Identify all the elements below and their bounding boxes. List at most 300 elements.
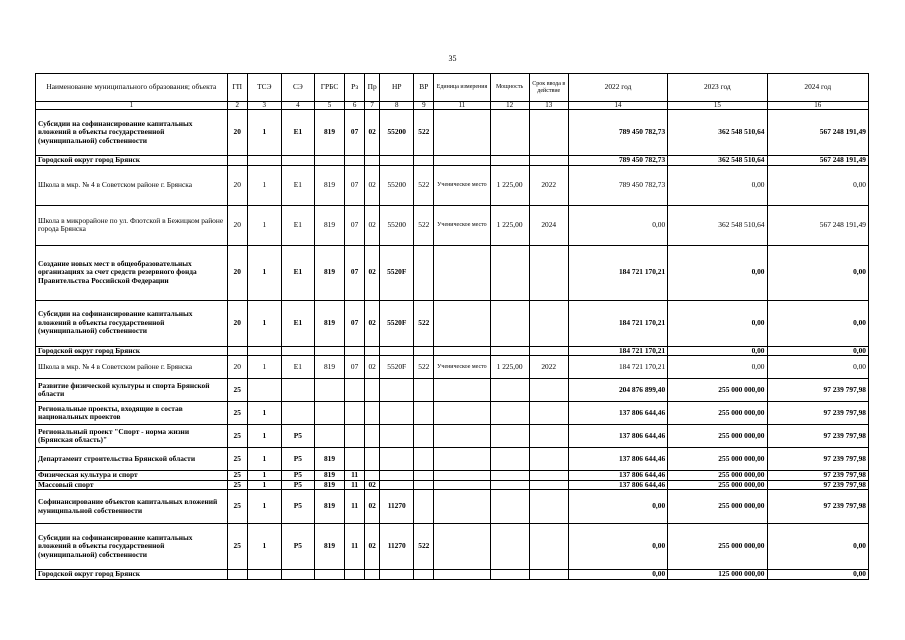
cell-se: E1	[281, 245, 314, 300]
cell-commissioning-year	[529, 490, 568, 524]
cell-amount-2023: 0,00	[668, 245, 767, 300]
cell-gp: 25	[227, 448, 247, 471]
cell-rz: 07	[345, 165, 365, 205]
table-row	[36, 205, 869, 245]
column-number: 1	[36, 102, 228, 110]
cell-tse	[247, 346, 281, 356]
cell-amount-2022: 184 721 170,21	[568, 346, 667, 356]
cell-capacity	[490, 425, 529, 448]
cell-object-name: Создание новых мест в общеобразовательных организациях за счет средств резервного фонда Правительства Российской Федерации	[36, 245, 228, 300]
column-number: 12	[490, 102, 529, 110]
cell-object-name: Физическая культура и спорт	[36, 471, 228, 481]
cell-amount-2024: 97 239 797,98	[767, 402, 869, 425]
cell-gp: 20	[227, 165, 247, 205]
cell-capacity	[490, 570, 529, 580]
cell-commissioning-year	[529, 448, 568, 471]
cell-amount-2023: 0,00	[668, 300, 767, 346]
cell-pr: 02	[365, 356, 380, 379]
column-number: 13	[529, 102, 568, 110]
cell-amount-2024: 0,00	[767, 245, 869, 300]
column-number: 4	[281, 102, 314, 110]
cell-object-name: Городской округ город Брянск	[36, 570, 228, 580]
cell-unit	[434, 110, 490, 156]
cell-se: E1	[281, 165, 314, 205]
cell-se	[281, 156, 314, 166]
column-number: 9	[414, 102, 434, 110]
cell-amount-2022: 0,00	[568, 524, 667, 570]
cell-grbs: 819	[314, 110, 344, 156]
cell-rz: 07	[345, 110, 365, 156]
cell-amount-2022: 204 876 899,40	[568, 379, 667, 402]
cell-unit	[434, 471, 490, 481]
cell-nr	[380, 448, 414, 471]
cell-amount-2024: 97 239 797,98	[767, 448, 869, 471]
table-row	[36, 156, 869, 166]
cell-amount-2023: 362 548 510,64	[668, 156, 767, 166]
cell-commissioning-year	[529, 379, 568, 402]
cell-tse: 1	[247, 448, 281, 471]
cell-commissioning-year	[529, 300, 568, 346]
cell-rz	[345, 346, 365, 356]
cell-gp: 20	[227, 245, 247, 300]
cell-vr	[414, 490, 434, 524]
cell-capacity	[490, 524, 529, 570]
cell-unit	[434, 402, 490, 425]
cell-amount-2023: 0,00	[668, 346, 767, 356]
cell-tse	[247, 379, 281, 402]
column-number: 6	[345, 102, 365, 110]
cell-gp: 25	[227, 402, 247, 425]
cell-object-name: Городской округ город Брянск	[36, 346, 228, 356]
cell-grbs: 819	[314, 490, 344, 524]
cell-amount-2024: 97 239 797,98	[767, 425, 869, 448]
cell-amount-2024: 97 239 797,98	[767, 471, 869, 481]
cell-commissioning-year: 2024	[529, 205, 568, 245]
header-commissioning: Срок ввода в действие	[529, 74, 568, 102]
cell-pr	[365, 570, 380, 580]
cell-pr	[365, 156, 380, 166]
cell-amount-2022: 0,00	[568, 205, 667, 245]
cell-nr	[380, 480, 414, 490]
header-row	[36, 74, 869, 102]
cell-vr: 522	[414, 300, 434, 346]
cell-object-name: Региональные проекты, входящие в состав национальных проектов	[36, 402, 228, 425]
cell-capacity	[490, 110, 529, 156]
cell-capacity	[490, 471, 529, 481]
cell-tse: 1	[247, 425, 281, 448]
cell-capacity	[490, 480, 529, 490]
table-row	[36, 356, 869, 379]
cell-grbs: 819	[314, 165, 344, 205]
cell-rz	[345, 379, 365, 402]
cell-nr: 5520F	[380, 245, 414, 300]
cell-unit	[434, 570, 490, 580]
cell-commissioning-year	[529, 156, 568, 166]
cell-amount-2023: 255 000 000,00	[668, 480, 767, 490]
cell-amount-2023: 125 000 000,00	[668, 570, 767, 580]
table-row	[36, 480, 869, 490]
cell-se: P5	[281, 425, 314, 448]
cell-rz	[345, 448, 365, 471]
cell-pr	[365, 448, 380, 471]
cell-unit	[434, 346, 490, 356]
cell-nr: 11270	[380, 490, 414, 524]
cell-se: P5	[281, 448, 314, 471]
cell-gp: 25	[227, 379, 247, 402]
cell-amount-2023: 255 000 000,00	[668, 425, 767, 448]
column-number: 14	[568, 102, 667, 110]
cell-nr	[380, 425, 414, 448]
cell-vr	[414, 346, 434, 356]
cell-pr: 02	[365, 165, 380, 205]
cell-pr	[365, 379, 380, 402]
cell-amount-2024: 567 248 191,49	[767, 205, 869, 245]
cell-se	[281, 570, 314, 580]
cell-amount-2023: 0,00	[668, 356, 767, 379]
cell-capacity	[490, 448, 529, 471]
cell-grbs	[314, 156, 344, 166]
header-pr: Пр	[365, 74, 380, 102]
cell-gp: 25	[227, 490, 247, 524]
table-row	[36, 570, 869, 580]
cell-tse: 1	[247, 356, 281, 379]
cell-amount-2023: 255 000 000,00	[668, 448, 767, 471]
cell-grbs: 819	[314, 356, 344, 379]
cell-nr	[380, 156, 414, 166]
page-number: 35	[448, 54, 457, 63]
cell-tse: 1	[247, 480, 281, 490]
header-se: СЭ	[281, 74, 314, 102]
cell-tse: 1	[247, 524, 281, 570]
table-row	[36, 300, 869, 346]
cell-tse: 1	[247, 490, 281, 524]
cell-amount-2024: 97 239 797,98	[767, 490, 869, 524]
cell-vr: 522	[414, 110, 434, 156]
table-row	[36, 524, 869, 570]
cell-amount-2022: 184 721 170,21	[568, 356, 667, 379]
cell-gp	[227, 570, 247, 580]
cell-pr: 02	[365, 245, 380, 300]
table-row	[36, 165, 869, 205]
cell-amount-2023: 255 000 000,00	[668, 379, 767, 402]
cell-grbs	[314, 425, 344, 448]
cell-rz: 07	[345, 356, 365, 379]
header-gp: ГП	[227, 74, 247, 102]
cell-grbs	[314, 402, 344, 425]
cell-amount-2022: 184 721 170,21	[568, 245, 667, 300]
cell-pr	[365, 402, 380, 425]
cell-amount-2022: 137 806 644,46	[568, 402, 667, 425]
cell-se: P5	[281, 524, 314, 570]
cell-object-name: Субсидии на софинансирование капитальных вложений в объекты государственной (муниципальной) собственности	[36, 524, 228, 570]
cell-grbs	[314, 346, 344, 356]
table-row	[36, 448, 869, 471]
cell-se: P5	[281, 471, 314, 481]
cell-vr	[414, 245, 434, 300]
cell-capacity	[490, 402, 529, 425]
cell-grbs: 819	[314, 205, 344, 245]
cell-tse: 1	[247, 165, 281, 205]
cell-nr: 55200	[380, 205, 414, 245]
cell-amount-2023: 362 548 510,64	[668, 205, 767, 245]
cell-commissioning-year: 2022	[529, 356, 568, 379]
cell-amount-2023: 255 000 000,00	[668, 402, 767, 425]
cell-commissioning-year	[529, 245, 568, 300]
cell-gp: 25	[227, 471, 247, 481]
cell-amount-2022: 0,00	[568, 490, 667, 524]
cell-tse: 1	[247, 300, 281, 346]
header-capacity: Мощность	[490, 74, 529, 102]
cell-pr: 02	[365, 110, 380, 156]
column-number: 7	[365, 102, 380, 110]
cell-nr: 5520F	[380, 356, 414, 379]
cell-amount-2022: 137 806 644,46	[568, 425, 667, 448]
cell-amount-2024: 0,00	[767, 356, 869, 379]
cell-nr: 5520F	[380, 300, 414, 346]
cell-commissioning-year	[529, 480, 568, 490]
cell-object-name: Субсидии на софинансирование капитальных вложений в объекты государственной (муниципальной) собственности	[36, 110, 228, 156]
cell-unit	[434, 524, 490, 570]
cell-commissioning-year	[529, 346, 568, 356]
cell-rz: 11	[345, 471, 365, 481]
cell-gp: 20	[227, 356, 247, 379]
cell-pr: 02	[365, 524, 380, 570]
cell-unit: Ученическое место	[434, 205, 490, 245]
cell-amount-2024: 97 239 797,98	[767, 379, 869, 402]
cell-amount-2022: 0,00	[568, 570, 667, 580]
cell-vr	[414, 480, 434, 490]
cell-object-name: Массовый спорт	[36, 480, 228, 490]
column-number: 2	[227, 102, 247, 110]
cell-object-name: Департамент строительства Брянской области	[36, 448, 228, 471]
column-number: 3	[247, 102, 281, 110]
cell-tse	[247, 156, 281, 166]
cell-grbs: 819	[314, 480, 344, 490]
cell-pr: 02	[365, 490, 380, 524]
cell-amount-2022: 789 450 782,73	[568, 110, 667, 156]
cell-pr	[365, 425, 380, 448]
cell-pr	[365, 346, 380, 356]
table-row	[36, 425, 869, 448]
cell-rz: 07	[345, 245, 365, 300]
cell-se: P5	[281, 490, 314, 524]
cell-nr	[380, 346, 414, 356]
cell-unit	[434, 156, 490, 166]
cell-unit	[434, 425, 490, 448]
cell-gp	[227, 156, 247, 166]
table-row	[36, 490, 869, 524]
cell-capacity: 1 225,00	[490, 165, 529, 205]
cell-vr	[414, 570, 434, 580]
cell-gp: 20	[227, 110, 247, 156]
table-row	[36, 110, 869, 156]
cell-se	[281, 379, 314, 402]
cell-amount-2023: 255 000 000,00	[668, 524, 767, 570]
header-2024: 2024 год	[767, 74, 869, 102]
cell-capacity	[490, 490, 529, 524]
cell-rz: 07	[345, 300, 365, 346]
cell-commissioning-year	[529, 570, 568, 580]
column-number: 11	[434, 102, 490, 110]
cell-nr: 55200	[380, 110, 414, 156]
cell-object-name: Школа в микрорайоне по ул. Флотской в Бежицком районе города Брянска	[36, 205, 228, 245]
cell-amount-2024: 97 239 797,98	[767, 480, 869, 490]
cell-amount-2024: 567 248 191,49	[767, 110, 869, 156]
cell-unit: Ученическое место	[434, 356, 490, 379]
cell-unit: Ученическое место	[434, 165, 490, 205]
header-nr: НР	[380, 74, 414, 102]
cell-capacity	[490, 346, 529, 356]
cell-rz: 11	[345, 490, 365, 524]
header-grbs: ГРБС	[314, 74, 344, 102]
header-name: Наименование муниципального образования; объекта	[36, 74, 228, 102]
cell-rz: 11	[345, 480, 365, 490]
cell-gp: 20	[227, 300, 247, 346]
cell-amount-2024: 0,00	[767, 165, 869, 205]
table-body	[36, 110, 869, 580]
cell-nr: 11270	[380, 524, 414, 570]
cell-amount-2022: 789 450 782,73	[568, 165, 667, 205]
cell-amount-2024: 567 248 191,49	[767, 156, 869, 166]
cell-unit	[434, 480, 490, 490]
cell-vr	[414, 156, 434, 166]
cell-grbs: 819	[314, 448, 344, 471]
cell-object-name: Софинансирование объектов капитальных вложений муниципальной собственности	[36, 490, 228, 524]
cell-tse: 1	[247, 110, 281, 156]
cell-nr	[380, 379, 414, 402]
cell-object-name: Школа в мкр. № 4 в Советском районе г. Брянска	[36, 356, 228, 379]
cell-grbs: 819	[314, 300, 344, 346]
column-number: 16	[767, 102, 869, 110]
table-row	[36, 402, 869, 425]
cell-grbs	[314, 379, 344, 402]
cell-gp: 20	[227, 205, 247, 245]
budget-table	[35, 73, 869, 580]
cell-amount-2023: 0,00	[668, 165, 767, 205]
cell-amount-2023: 255 000 000,00	[668, 471, 767, 481]
cell-amount-2024: 0,00	[767, 346, 869, 356]
cell-unit	[434, 300, 490, 346]
column-number: 8	[380, 102, 414, 110]
cell-se: P5	[281, 480, 314, 490]
cell-rz	[345, 402, 365, 425]
cell-unit	[434, 448, 490, 471]
cell-capacity	[490, 379, 529, 402]
cell-gp	[227, 346, 247, 356]
cell-pr: 02	[365, 300, 380, 346]
cell-se: E1	[281, 205, 314, 245]
header-vr: ВР	[414, 74, 434, 102]
header-2023: 2023 год	[668, 74, 767, 102]
cell-amount-2022: 789 450 782,73	[568, 156, 667, 166]
cell-tse: 1	[247, 245, 281, 300]
cell-amount-2023: 362 548 510,64	[668, 110, 767, 156]
cell-unit	[434, 379, 490, 402]
cell-amount-2022: 137 806 644,46	[568, 480, 667, 490]
cell-vr	[414, 379, 434, 402]
cell-gp: 25	[227, 524, 247, 570]
cell-tse: 1	[247, 402, 281, 425]
cell-commissioning-year	[529, 471, 568, 481]
column-number-row	[36, 102, 869, 110]
cell-nr: 55200	[380, 165, 414, 205]
cell-nr	[380, 570, 414, 580]
cell-vr	[414, 402, 434, 425]
cell-grbs: 819	[314, 524, 344, 570]
cell-unit	[434, 490, 490, 524]
cell-commissioning-year: 2022	[529, 165, 568, 205]
column-number: 5	[314, 102, 344, 110]
cell-rz: 07	[345, 205, 365, 245]
cell-grbs: 819	[314, 245, 344, 300]
cell-commissioning-year	[529, 524, 568, 570]
cell-amount-2022: 184 721 170,21	[568, 300, 667, 346]
header-tse: ТСЭ	[247, 74, 281, 102]
cell-se: E1	[281, 356, 314, 379]
table-row	[36, 245, 869, 300]
cell-amount-2022: 137 806 644,46	[568, 448, 667, 471]
cell-nr	[380, 471, 414, 481]
cell-se	[281, 402, 314, 425]
cell-nr	[380, 402, 414, 425]
cell-amount-2023: 255 000 000,00	[668, 490, 767, 524]
cell-vr	[414, 471, 434, 481]
cell-vr	[414, 425, 434, 448]
cell-tse: 1	[247, 471, 281, 481]
table-row	[36, 471, 869, 481]
cell-grbs	[314, 570, 344, 580]
cell-rz	[345, 570, 365, 580]
cell-capacity: 1 225,00	[490, 205, 529, 245]
cell-object-name: Развитие физической культуры и спорта Брянской области	[36, 379, 228, 402]
cell-capacity: 1 225,00	[490, 356, 529, 379]
cell-vr: 522	[414, 356, 434, 379]
cell-tse: 1	[247, 205, 281, 245]
cell-gp: 25	[227, 480, 247, 490]
header-rz: Рз	[345, 74, 365, 102]
cell-tse	[247, 570, 281, 580]
cell-rz	[345, 425, 365, 448]
cell-commissioning-year	[529, 110, 568, 156]
cell-capacity	[490, 300, 529, 346]
cell-commissioning-year	[529, 425, 568, 448]
cell-gp: 25	[227, 425, 247, 448]
cell-grbs: 819	[314, 471, 344, 481]
cell-amount-2022: 137 806 644,46	[568, 471, 667, 481]
cell-object-name: Субсидии на софинансирование капитальных вложений в объекты государственной (муниципальной) собственности	[36, 300, 228, 346]
cell-pr	[365, 471, 380, 481]
cell-vr: 522	[414, 524, 434, 570]
header-unit: Единица измерения	[434, 74, 490, 102]
cell-se: E1	[281, 110, 314, 156]
cell-amount-2024: 0,00	[767, 300, 869, 346]
cell-vr: 522	[414, 165, 434, 205]
cell-vr	[414, 448, 434, 471]
cell-capacity	[490, 245, 529, 300]
cell-rz	[345, 156, 365, 166]
table-row	[36, 346, 869, 356]
cell-se	[281, 346, 314, 356]
cell-object-name: Городской округ город Брянск	[36, 156, 228, 166]
cell-amount-2024: 0,00	[767, 524, 869, 570]
cell-vr: 522	[414, 205, 434, 245]
cell-amount-2024: 0,00	[767, 570, 869, 580]
cell-pr: 02	[365, 205, 380, 245]
cell-capacity	[490, 156, 529, 166]
cell-object-name: Школа в мкр. № 4 в Советском районе г. Брянска	[36, 165, 228, 205]
table-row	[36, 379, 869, 402]
cell-pr: 02	[365, 480, 380, 490]
